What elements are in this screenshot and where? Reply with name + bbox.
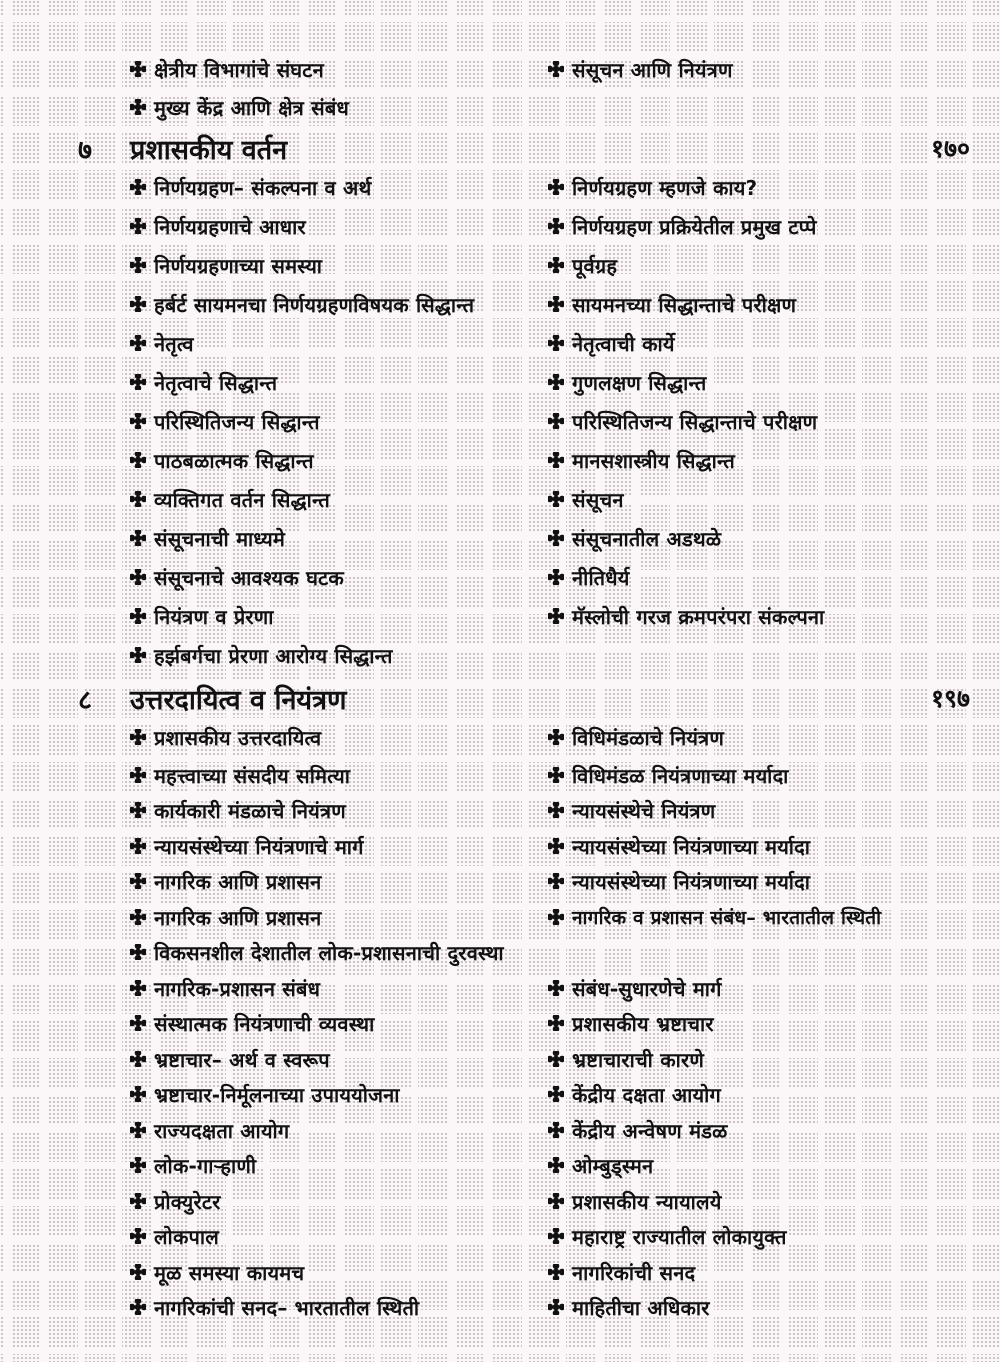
flower-bullet-icon xyxy=(548,767,564,783)
flower-bullet-icon xyxy=(548,1122,564,1138)
toc-entry: प्रोक्युरेटर xyxy=(130,1182,221,1220)
toc-row xyxy=(0,1253,1000,1291)
toc-entry: संसूचन आणि नियंत्रण xyxy=(548,50,733,88)
toc-row xyxy=(0,969,1000,1007)
flower-bullet-icon xyxy=(130,647,146,663)
flower-bullet-icon xyxy=(130,335,146,351)
flower-bullet-icon xyxy=(548,218,564,234)
flower-bullet-icon xyxy=(130,569,146,585)
toc-entry: प्रशासकीय न्यायालये xyxy=(548,1182,722,1220)
toc-entry: संसूचन xyxy=(548,480,624,518)
flower-bullet-icon xyxy=(548,1157,564,1173)
toc-row xyxy=(0,363,1000,401)
flower-bullet-icon xyxy=(130,944,146,960)
toc-entry: केंद्रीय अन्वेषण मंडळ xyxy=(548,1111,728,1149)
flower-bullet-icon xyxy=(130,838,146,854)
toc-entry: राज्यदक्षता आयोग xyxy=(130,1111,289,1149)
flower-bullet-icon xyxy=(130,61,146,77)
flower-bullet-icon xyxy=(548,1264,564,1280)
toc-entry: निर्णयग्रहण प्रक्रियेतील प्रमुख टप्पे xyxy=(548,207,817,245)
flower-bullet-icon xyxy=(130,218,146,234)
toc-entry: भ्रष्टाचाराची कारणे xyxy=(548,1040,704,1078)
flower-bullet-icon xyxy=(548,530,564,546)
toc-entry: हर्बर्ट सायमनचा निर्णयग्रहणविषयक सिद्धान्त xyxy=(130,285,474,323)
toc-row xyxy=(0,718,1000,756)
toc-entry: विधिमंडळ नियंत्रणाच्या मर्यादा xyxy=(548,756,789,794)
chapter-number: ७ xyxy=(78,134,93,166)
toc-entry: न्यायसंस्थेच्या नियंत्रणाच्या मर्यादा xyxy=(548,862,810,900)
flower-bullet-icon xyxy=(130,1157,146,1173)
flower-bullet-icon xyxy=(130,491,146,507)
toc-entry: नियंत्रण व प्रेरणा xyxy=(130,597,274,635)
toc-entry: नागरिक आणि प्रशासन xyxy=(130,898,321,936)
flower-bullet-icon xyxy=(548,296,564,312)
flower-bullet-icon xyxy=(548,1228,564,1244)
toc-entry: न्यायसंस्थेच्या नियंत्रणाच्या मर्यादा xyxy=(548,827,810,865)
toc-entry: नीतिधैर्य xyxy=(548,558,630,596)
flower-bullet-icon xyxy=(548,729,564,745)
flower-bullet-icon xyxy=(548,61,564,77)
flower-bullet-icon xyxy=(548,374,564,390)
toc-entry: परिस्थितिजन्य सिद्धान्त xyxy=(130,402,320,440)
toc-entry: भ्रष्टाचार-निर्मूलनाच्या उपाययोजना xyxy=(130,1075,400,1113)
toc-entry: ओम्बुड्स्मन xyxy=(548,1146,653,1184)
flower-bullet-icon xyxy=(130,608,146,624)
toc-entry: संस्थात्मक नियंत्रणाची व्यवस्था xyxy=(130,1004,374,1042)
toc-entry: मुख्य केंद्र आणि क्षेत्र संबंध xyxy=(130,88,349,126)
toc-entry: न्यायसंस्थेचे नियंत्रण xyxy=(548,791,715,829)
flower-bullet-icon xyxy=(130,179,146,195)
toc-row xyxy=(0,756,1000,794)
toc-row xyxy=(0,898,1000,936)
flower-bullet-icon xyxy=(130,1086,146,1102)
flower-bullet-icon xyxy=(548,1193,564,1209)
toc-row xyxy=(0,1288,1000,1326)
toc-entry: व्यक्तिगत वर्तन सिद्धान्त xyxy=(130,480,330,518)
toc-entry: क्षेत्रीय विभागांचे संघटन xyxy=(130,50,324,88)
flower-bullet-icon xyxy=(130,1193,146,1209)
toc-entry: संबंध-सुधारणेचे मार्ग xyxy=(548,969,722,1007)
flower-bullet-icon xyxy=(548,909,564,925)
toc-entry: लोक-गाऱ्हाणी xyxy=(130,1146,256,1184)
toc-entry: नागरिक व प्रशासन संबंध– भारतातील स्थिती xyxy=(548,898,881,936)
flower-bullet-icon xyxy=(130,530,146,546)
flower-bullet-icon xyxy=(548,1086,564,1102)
toc-entry: निर्णयग्रहणाचे आधार xyxy=(130,207,306,245)
toc-entry: मूळ समस्या कायमच xyxy=(130,1253,304,1291)
toc-row xyxy=(0,519,1000,557)
toc-entry: नेतृत्वाची कार्ये xyxy=(548,324,675,362)
toc-entry: विकसनशील देशातील लोक-प्रशासनाची दुरवस्था xyxy=(130,933,504,971)
toc-entry: महत्त्वाच्या संसदीय समित्या xyxy=(130,756,350,794)
flower-bullet-icon xyxy=(548,1299,564,1315)
toc-entry: हर्झबर्गचा प्रेरणा आरोग्य सिद्धान्त xyxy=(130,636,393,674)
flower-bullet-icon xyxy=(130,1299,146,1315)
toc-entry: नागरिकांची सनद xyxy=(548,1253,695,1291)
toc-entry: माहितीचा अधिकार xyxy=(548,1288,710,1326)
flower-bullet-icon xyxy=(130,99,146,115)
toc-row xyxy=(0,1004,1000,1042)
toc-row xyxy=(0,827,1000,865)
toc-row xyxy=(0,1182,1000,1220)
flower-bullet-icon xyxy=(548,873,564,889)
chapter-page-number: १९७ xyxy=(930,684,970,713)
toc-entry: निर्णयग्रहण– संकल्पना व अर्थ xyxy=(130,168,371,206)
flower-bullet-icon xyxy=(130,413,146,429)
toc-row xyxy=(0,50,1000,88)
flower-bullet-icon xyxy=(548,1051,564,1067)
flower-bullet-icon xyxy=(130,1264,146,1280)
toc-row xyxy=(0,636,1000,674)
toc-entry: प्रशासकीय भ्रष्टाचार xyxy=(548,1004,714,1042)
toc-entry: नेतृत्वाचे सिद्धान्त xyxy=(130,363,277,401)
toc-row xyxy=(0,88,1000,126)
flower-bullet-icon xyxy=(548,491,564,507)
toc-row xyxy=(0,933,1000,971)
toc-row xyxy=(0,207,1000,245)
flower-bullet-icon xyxy=(130,1051,146,1067)
flower-bullet-icon xyxy=(130,873,146,889)
chapter-heading xyxy=(0,126,1000,170)
flower-bullet-icon xyxy=(548,179,564,195)
flower-bullet-icon xyxy=(130,1015,146,1031)
flower-bullet-icon xyxy=(548,569,564,585)
toc-entry: निर्णयग्रहण म्हणजे काय? xyxy=(548,168,757,206)
flower-bullet-icon xyxy=(130,1228,146,1244)
toc-row xyxy=(0,441,1000,479)
toc-entry: महाराष्ट्र राज्यातील लोकायुक्त xyxy=(548,1217,787,1255)
toc-entry: नागरिकांची सनद– भारतातील स्थिती xyxy=(130,1288,419,1326)
toc-row xyxy=(0,1217,1000,1255)
flower-bullet-icon xyxy=(548,838,564,854)
flower-bullet-icon xyxy=(130,802,146,818)
toc-row xyxy=(0,285,1000,323)
flower-bullet-icon xyxy=(548,452,564,468)
toc-entry: मानसशास्त्रीय सिद्धान्त xyxy=(548,441,735,479)
toc-row xyxy=(0,1146,1000,1184)
flower-bullet-icon xyxy=(548,1015,564,1031)
toc-row xyxy=(0,791,1000,829)
toc-entry: संसूचनाचे आवश्यक घटक xyxy=(130,558,344,596)
toc-row xyxy=(0,1111,1000,1149)
toc-entry: संसूचनातील अडथळे xyxy=(548,519,721,557)
toc-entry: सायमनच्या सिद्धान्ताचे परीक्षण xyxy=(548,285,796,323)
toc-entry: कार्यकारी मंडळाचे नियंत्रण xyxy=(130,791,346,829)
toc-entry: विधिमंडळाचे नियंत्रण xyxy=(548,718,724,756)
toc-entry: निर्णयग्रहणाच्या समस्या xyxy=(130,246,322,284)
flower-bullet-icon xyxy=(548,257,564,273)
toc-entry: प्रशासकीय उत्तरदायित्व xyxy=(130,718,321,756)
toc-row xyxy=(0,1040,1000,1078)
toc-entry: पाठबळात्मक सिद्धान्त xyxy=(130,441,314,479)
flower-bullet-icon xyxy=(130,729,146,745)
toc-entry: भ्रष्टाचार– अर्थ व स्वरूप xyxy=(130,1040,330,1078)
chapter-title: उत्तरदायित्व व नियंत्रण xyxy=(130,684,347,716)
flower-bullet-icon xyxy=(548,802,564,818)
flower-bullet-icon xyxy=(130,767,146,783)
toc-row xyxy=(0,862,1000,900)
flower-bullet-icon xyxy=(130,452,146,468)
flower-bullet-icon xyxy=(130,257,146,273)
toc-row xyxy=(0,1075,1000,1113)
toc-entry: मॅस्लोची गरज क्रमपरंपरा संकल्पना xyxy=(548,597,824,635)
toc-entry: लोकपाल xyxy=(130,1217,219,1255)
chapter-page-number: १७० xyxy=(930,134,970,163)
flower-bullet-icon xyxy=(548,335,564,351)
toc-row xyxy=(0,324,1000,362)
flower-bullet-icon xyxy=(130,980,146,996)
toc-entry: परिस्थितिजन्य सिद्धान्ताचे परीक्षण xyxy=(548,402,817,440)
toc-entry: पूर्वग्रह xyxy=(548,246,617,284)
toc-entry: नागरिक आणि प्रशासन xyxy=(130,862,321,900)
toc-entry: केंद्रीय दक्षता आयोग xyxy=(548,1075,721,1113)
toc-row xyxy=(0,168,1000,206)
flower-bullet-icon xyxy=(130,296,146,312)
flower-bullet-icon xyxy=(548,413,564,429)
flower-bullet-icon xyxy=(548,608,564,624)
toc-entry: नागरिक-प्रशासन संबंध xyxy=(130,969,320,1007)
toc-row xyxy=(0,402,1000,440)
toc-row xyxy=(0,597,1000,635)
toc-row xyxy=(0,558,1000,596)
chapter-title: प्रशासकीय वर्तन xyxy=(130,134,288,166)
toc-row xyxy=(0,246,1000,284)
flower-bullet-icon xyxy=(130,1122,146,1138)
flower-bullet-icon xyxy=(130,909,146,925)
toc-entry: गुणलक्षण सिद्धान्त xyxy=(548,363,706,401)
toc-entry: नेतृत्व xyxy=(130,324,194,362)
flower-bullet-icon xyxy=(130,374,146,390)
chapter-number: ८ xyxy=(78,684,93,716)
toc-entry: न्यायसंस्थेच्या नियंत्रणाचे मार्ग xyxy=(130,827,364,865)
flower-bullet-icon xyxy=(548,980,564,996)
toc-row xyxy=(0,480,1000,518)
chapter-heading xyxy=(0,676,1000,720)
toc-entry: संसूचनाची माध्यमे xyxy=(130,519,285,557)
